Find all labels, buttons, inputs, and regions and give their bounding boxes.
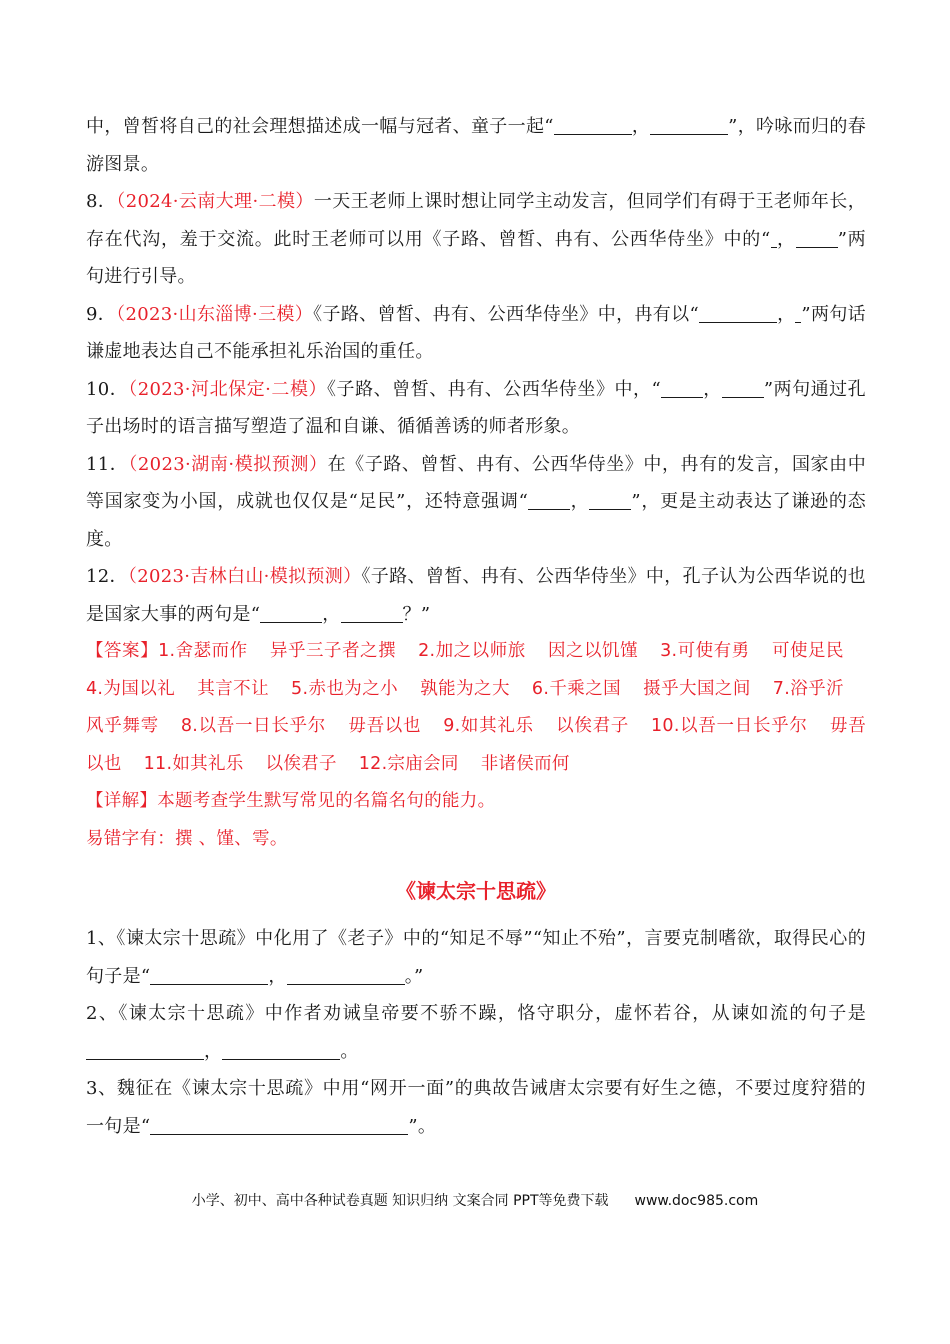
answer-item: 9.如其礼乐 [443,716,534,736]
answer-item: 因之以饥馑 [547,641,639,661]
section-question-2: 2、《谏太宗十思疏》中作者劝诫皇帝要不骄不躁，恪守职分，虚怀若谷，从谏如流的句子是， 。 [86,1003,866,1062]
question-source: （2023·山东淄博·三模） [116,303,314,325]
document-body [86,108,866,1145]
answer-item: 摄乎大国之间 [643,678,751,699]
question-10: 10．（2023·河北保定·二模）《子路、曾皙、冉有、公西华侍坐》中，“ ， ”两句通过孔子出场时的语言描写塑造了温和自谦、循循善诱的师者形象。 [86,378,866,437]
answer-item: 7.浴乎沂 [772,678,845,699]
question-11: 11．（2023·湖南·模拟预测）在《子路、曾皙、冉有、公西华侍坐》中，冉有的发言，国家由中等国家变为小国，成就也仅仅是“足民”，还特意强调“ ， ”，更是主动表达了谦逊的态度。 [86,453,866,550]
question-number: 11． [86,453,129,475]
answer-blank[interactable] [150,964,268,985]
answer-item: 4.为国以礼 [86,678,176,699]
answer-block [86,633,866,783]
typo-note: 易错字有：撰 、馑、雩。 [86,828,288,849]
answer-blank[interactable] [796,227,838,248]
answer-blank[interactable] [222,1039,340,1060]
answer-item: 风乎舞雩 [86,716,159,736]
question-source: （2023·湖南·模拟预测） [128,453,328,475]
answer-blank[interactable] [650,114,728,135]
answer-item: 10.以吾一日长乎尔 [650,716,808,736]
answer-blank[interactable] [86,1039,204,1060]
question-9: 9．（2023·山东淄博·三模）《子路、曾皙、冉有、公西华侍坐》中，冉有以“ ， ”两句话谦虚地表达自己不能承担礼乐治国的重任。 [86,303,866,362]
question-8: 8．（2024·云南大理·二模）一天王老师上课时想让同学主动发言，但同学们有碍于王老师年长，存在代沟，羞于交流。此时王老师可以用《子路、曾皙、冉有、公西华侍坐》中的“ ， ”两句进行引导。 [86,191,866,287]
answer-blank[interactable] [287,964,405,985]
page-footer [0,1190,950,1210]
footer-text: 小学、初中、高中各种试卷真题 知识归纳 文案合同 PPT等免费下载 [191,1193,609,1209]
answer-blank[interactable] [661,377,703,398]
detail-label: 【详解】 [86,791,158,811]
section-title: 《谏太宗十思疏》 [396,879,556,903]
question-7-continuation: 中，曾皙将自己的社会理想描述成一幅与冠者、童子一起“ ， ”，吟咏而归的春游图景。 [86,116,866,175]
answer-blank[interactable] [722,377,764,398]
answer-item: 以俟君子 [555,716,629,736]
answer-item: 其言不让 [197,678,270,699]
section-question-3: 3、魏征在《谏太宗十思疏》中用“网开一面”的典故告诫唐太宗要有好生之德，不要过度狩猎的一句是“ ”。 [86,1078,866,1137]
answer-label: 【答案】 [86,641,159,661]
question-number: 8． [86,191,117,212]
answer-item: 1.舍瑟而作 [158,641,248,661]
answer-item: 可使足民 [771,641,845,661]
answer-item: 3.可使有勇 [660,641,750,661]
footer-url[interactable]: www.doc985.com [634,1193,759,1209]
answer-item: 2.加之以师旅 [418,641,526,661]
answer-item: 5.赤也为之小 [291,678,399,699]
answer-blank[interactable] [150,1114,408,1135]
answer-item: 11.如其礼乐 [143,753,244,774]
answer-item: 12.宗庙会同 [358,753,459,774]
answer-item: 6.千乘之国 [531,678,622,699]
question-source: （2023·河北保定·二模） [128,378,328,400]
answer-item: 以俟君子 [265,753,337,774]
answer-blank[interactable] [528,489,570,510]
answer-item: 毋吾以也 [86,716,866,774]
question-number: 12． [86,566,128,587]
answer-blank[interactable] [589,489,631,510]
answer-item: 非诸侯而何 [480,753,570,774]
question-source: （2024·云南大理·二模） [116,191,314,212]
answer-item: 毋吾以也 [347,716,422,736]
question-number: 10． [86,378,129,400]
question-source: （2023·吉林白山·模拟预测） [127,566,362,587]
detail-block [86,783,866,821]
answer-blank[interactable] [260,602,322,623]
question-12: 12．（2023·吉林白山·模拟预测）《子路、曾皙、冉有、公西华侍坐》中，孔子认为公西华说的也是国家大事的两句是“ ， ？” [86,566,866,625]
answer-item: 8.以吾一日长乎尔 [180,716,326,736]
question-number: 9． [86,303,117,325]
answer-item: 孰能为之大 [420,678,510,699]
section-question-1: 1、《谏太宗十思疏》中化用了《老子》中的“知足不辱”“知止不殆”，言要克制嗜欲，取得民心的句子是“ ， 。” [86,928,866,987]
answer-blank[interactable] [699,302,777,323]
answer-blank[interactable] [554,114,632,135]
answer-blank[interactable] [341,602,403,623]
answer-item: 异乎三子者之撰 [269,641,397,661]
detail-text: 本题考查学生默写常见的名篇名句的能力。 [157,791,496,811]
